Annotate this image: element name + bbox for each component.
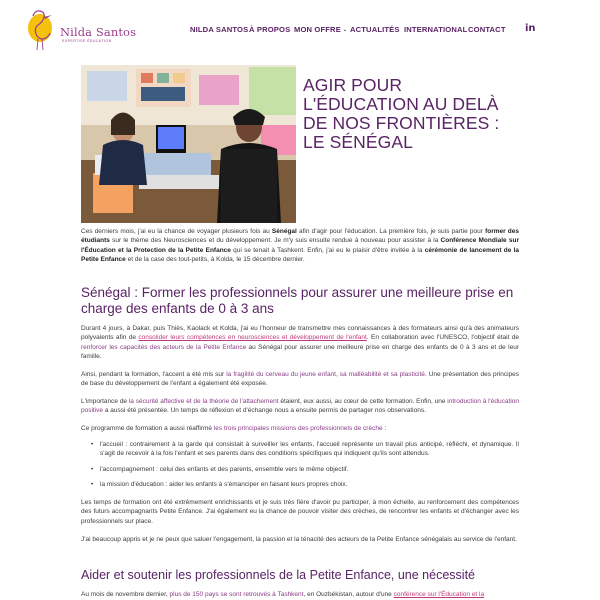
list-item: • l'accueil : contrairement à la garde qui consistait à surveiller les enfants, l'accueil représente un travail plus anticipé, réfléchi, et dynamique. Il s'agit de recevoir à la fois l'enfant et ses parents dans des conditions spécifiques qui indiquent qu'ils sont attendus. — [81, 440, 519, 459]
section1-paragraph-1 — [81, 324, 519, 362]
hero-photo — [81, 65, 296, 223]
intro-text: afin d'agir pour l'éducation. La première fois, je suis partie pour — [296, 228, 486, 235]
intro-bold-conference: Conférence Mondiale sur l'Éducation et la Protection de la Petite Enfance — [81, 237, 519, 254]
site-header — [0, 0, 600, 62]
nav-item-contact[interactable]: CONTACT — [468, 25, 506, 34]
section1-paragraph-3 — [81, 397, 519, 416]
body-text: étaient, eux aussi, au cœur de cette formation. Enfin, une — [278, 398, 448, 405]
brand-name: Nilda Santos — [60, 25, 137, 39]
hero-photo-illustration — [81, 65, 296, 223]
body-text: , en Ouzbékistan, autour d'une — [303, 591, 394, 598]
intro-bold-senegal: Sénégal — [271, 228, 297, 235]
body-text: . Une présentation des principes de base du développement de l'enfant a également été exposée. — [81, 371, 520, 388]
highlight-text: introduction à l'éducation positive — [81, 398, 519, 415]
body-text: Durant 4 jours, à Dakar, puis Thiès, Kaolack et Kolda, j'ai eu l'honneur de transmettre mes connaissances à des formateurs ainsi qu'à des animateurs polyvalents afin de — [81, 325, 519, 342]
linkedin-icon[interactable]: in — [525, 23, 536, 34]
nav-item-nilda-santos[interactable]: NILDA SANTOS — [190, 25, 249, 34]
body-text: L'importance de — [81, 398, 129, 405]
highlight-text: les trois principales missions des professionnels de crèche — [213, 425, 383, 432]
nav-item-mon-offre[interactable] — [294, 25, 347, 34]
conference-link[interactable]: conférence sur l'Éducation et la — [393, 591, 485, 598]
body-text: . En collaboration avec l'UNESCO, l'objectif était de — [366, 334, 519, 342]
body-text: Ainsi, pendant la formation, l'accent a été mis sur — [81, 371, 227, 378]
body-text: au Sénégal pour assurer une meilleure prise en charge des enfants de 0 à 3 ans et de leur famille. — [81, 343, 519, 361]
list-item: • l'accompagnement : celui des enfants et des parents, ensemble vers le même objectif. — [81, 465, 519, 474]
list-item: • la mission d'éducation : aider les enfants à s'émanciper en faisant leurs propres choix. — [81, 480, 519, 489]
intro-bold-ceremonie: cérémonie de lancement de la Petite Enfance — [81, 246, 520, 264]
highlight-text: plus de 150 pays se sont retrouvés à Tashkent — [169, 591, 304, 598]
intro-paragraph — [81, 227, 519, 265]
highlight-text: renforcer les capacités des acteurs de la Petite Enfance — [81, 343, 247, 351]
intro-text: Ces derniers mois, j'ai eu la chance de voyager plusieurs fois au — [81, 228, 272, 235]
intro-text: qui se tenait à Tashkent. Enfin, j'ai eu le plaisir d'être invitée à la — [230, 246, 425, 254]
highlight-text: la fragilité du cerveau du jeune enfant, sa malléabilité et sa plasticité — [226, 371, 425, 378]
nav-item-mon-offre-label: MON OFFRE — [294, 25, 341, 34]
body-text: Au mois de novembre dernier, — [81, 591, 170, 598]
section1-paragraph-2 — [81, 370, 519, 389]
nav-item-international[interactable]: INTERNATIONAL — [404, 25, 468, 34]
logo-bird-icon — [26, 6, 60, 52]
intro-text: sur le thème des Neurosciences et du développement. Je m'y suis ensuite rendue à nouveau pour assister à la — [109, 237, 441, 245]
section-heading-aider: Aider et soutenir les professionnels de la Petite Enfance, une nécessité — [81, 568, 475, 582]
body-text: a aussi été présentée. Un temps de réflexion et d'échange nous a ensuite permis de partager nos observations. — [103, 407, 426, 415]
section1-paragraph-4 — [81, 424, 519, 433]
section2-paragraph-1 — [81, 590, 519, 599]
highlight-text: la sécurité affective et de la théorie de l'attachement — [128, 398, 279, 405]
intro-text: et de la case des tout-petits, à Kolda, le 15 décembre dernier. — [125, 256, 305, 264]
site-logo[interactable] — [26, 6, 146, 52]
missions-list — [81, 440, 519, 496]
body-text: Ce programme de formation a aussi réaffirmé — [81, 425, 214, 432]
brand-tagline: EXPERTISE ÉDUCATION — [62, 39, 112, 43]
chevron-down-icon: ⌄ — [342, 27, 348, 33]
neurosciences-link[interactable]: consolider leurs compétences en neurosciences et développement de l'enfant — [138, 334, 367, 342]
nav-item-a-propos[interactable]: À PROPOS — [249, 25, 291, 34]
section1-paragraph-5: Les temps de formation ont été extrêmement enrichissants et je suis très fière d'avoir pu participer, à mon échelle, au renforcement des compétences des futurs accompagnants Petite Enfance. J'ai également eu la chance de pouvoir visiter des crèches, de rencontrer les enfants et d'échanger avec les professionnels sur place. — [81, 499, 519, 525]
section1-paragraph-6: J'ai beaucoup appris et je ne peux que saluer l'engagement, la passion et la ténacité des acteurs de la Petite Enfance sénégalais au service de l'enfant. — [81, 536, 517, 543]
body-text: : — [382, 425, 387, 432]
page-title: AGIR POUR L'ÉDUCATION AU DELÀ DE NOS FRONTIÈRES : LE SÉNÉGAL — [303, 74, 500, 152]
nav-item-actualites[interactable]: ACTUALITÉS — [350, 25, 400, 34]
intro-bold-former: former des étudiants — [81, 228, 519, 245]
section-heading-senegal: Sénégal : Former les professionnels pour assurer une meilleure prise en charge des enfants de 0 à 3 ans — [81, 285, 514, 316]
